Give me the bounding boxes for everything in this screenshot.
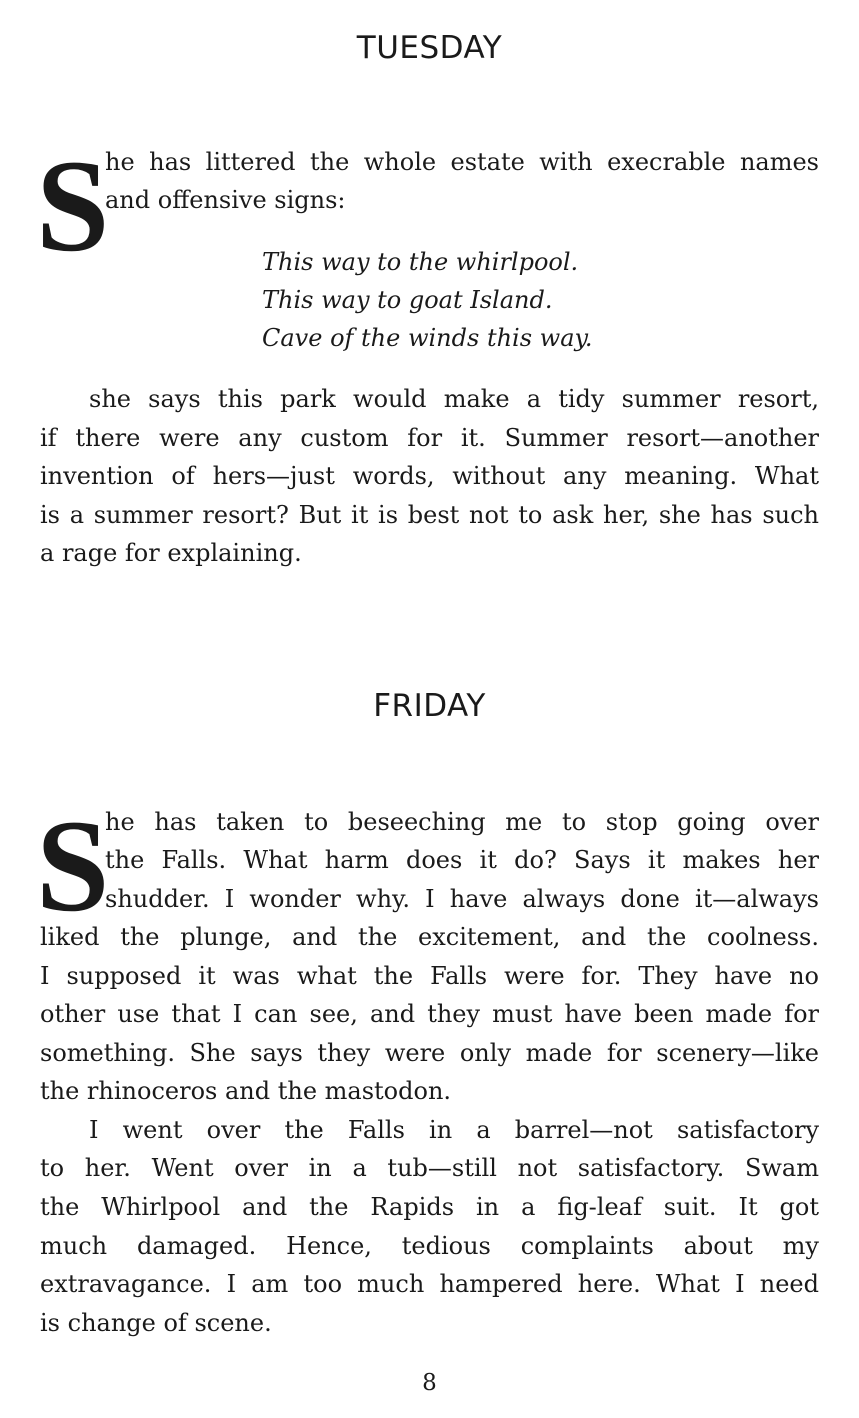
text-line: something. She says they were only made for scenery—like <box>40 1039 819 1067</box>
text-line: invention of hers—just words, without any meaning. What <box>40 462 819 490</box>
text-line: he has taken to beseeching me to stop going over <box>105 808 819 836</box>
section-heading-tuesday: TUESDAY <box>356 30 503 66</box>
section-heading-friday: FRIDAY <box>373 688 486 724</box>
verse-line: Cave of the winds this way. <box>262 324 593 352</box>
text-line: is change of scene. <box>40 1309 272 1337</box>
text-line: she says this park would make a tidy summer resort, <box>89 385 819 413</box>
text-line: shudder. I wonder why. I have always done it—always <box>105 885 819 913</box>
text-line: the Falls. What harm does it do? Says it makes her <box>105 846 819 874</box>
text-line: the rhinoceros and the mastodon. <box>40 1077 452 1105</box>
text-line: the Whirlpool and the Rapids in a fig-leaf suit. It got <box>40 1193 819 1221</box>
text-line: extravagance. I am too much hampered here. What I need <box>40 1270 819 1298</box>
text-line: liked the plunge, and the excitement, and the coolness. <box>40 923 819 951</box>
drop-cap: S <box>36 792 110 939</box>
text-line: I went over the Falls in a barrel—not satisfactory <box>89 1116 819 1144</box>
text-line: if there were any custom for it. Summer resort—another <box>40 424 819 452</box>
verse-line: This way to the whirlpool. <box>262 248 579 276</box>
text-line: he has littered the whole estate with execrable names <box>105 148 819 176</box>
page-number: 8 <box>422 1370 437 1396</box>
text-line: other use that I can see, and they must have been made for <box>40 1000 819 1028</box>
text-line: and offensive signs: <box>105 186 346 214</box>
drop-cap: S <box>36 132 110 279</box>
text-line: much damaged. Hence, tedious complaints about my <box>40 1232 819 1260</box>
text-line: I supposed it was what the Falls were for. They have no <box>40 962 819 990</box>
text-line: to her. Went over in a tub—still not satisfactory. Swam <box>40 1154 819 1182</box>
text-line: is a summer resort? But it is best not to ask her, she has such <box>40 501 819 529</box>
verse-line: This way to goat Island. <box>262 286 553 314</box>
text-line: a rage for explaining. <box>40 539 302 567</box>
